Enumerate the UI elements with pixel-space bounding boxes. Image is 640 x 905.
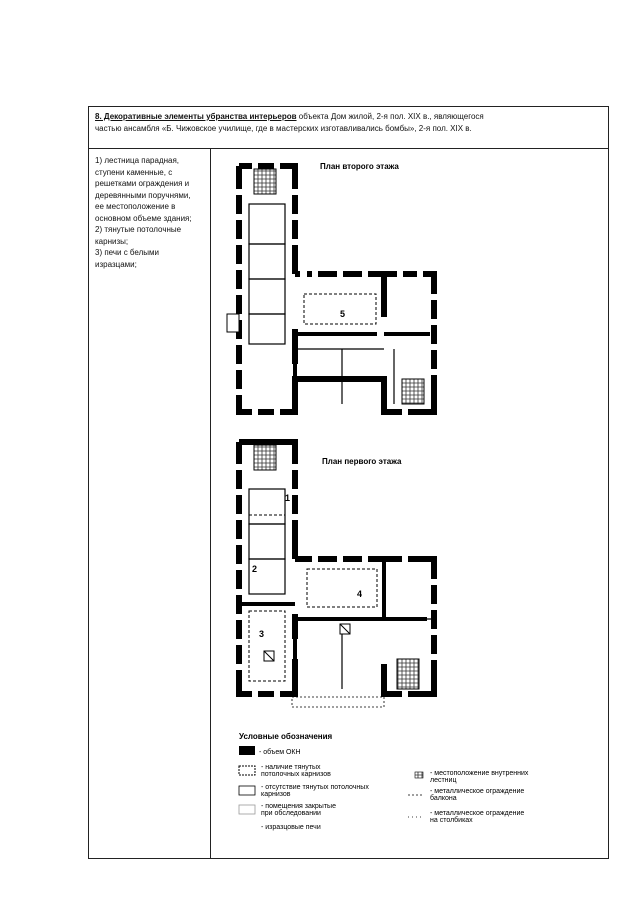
legend-title: Условные обозначения — [239, 732, 333, 741]
cornice-room — [249, 489, 285, 515]
legend — [239, 732, 529, 831]
staircase-icon — [397, 659, 419, 689]
description-line: 1) лестница парадная, — [95, 156, 180, 165]
staircase-icon — [402, 379, 424, 404]
staircase-icon — [254, 445, 276, 470]
section-subtitle-line-2: частью ансамбля «Б. Чижовское училище, где в мастерских изготавливались бомбы», 2-я пол. XIX в. — [95, 124, 472, 133]
legend-label: при обследовании — [261, 810, 321, 817]
second-floor-walls — [239, 166, 434, 412]
marker-2: 2 — [252, 564, 258, 574]
description-line: карнизы; — [95, 236, 129, 246]
legend-label: балкона — [430, 795, 457, 802]
cornice-room — [249, 611, 285, 681]
document-frame — [88, 106, 609, 859]
legend-label: - отсутствие тянутых потолочных — [261, 784, 369, 791]
document-header — [89, 107, 608, 149]
legend-swatch-cornice — [239, 766, 255, 775]
legend-label: потолочных карнизов — [261, 771, 331, 778]
description-column — [89, 149, 211, 858]
legend-label: - местоположение внутренних — [430, 770, 529, 777]
description-line: 3) печи с белыми — [95, 248, 159, 257]
marker-4: 4 — [357, 589, 363, 599]
second-floor-partitions — [249, 204, 394, 404]
legend-label: - металлическое ограждение — [430, 788, 525, 795]
legend-label: - изразцовые печи — [261, 824, 321, 831]
balcony — [227, 314, 239, 332]
second-floor-title: План второго этажа — [320, 162, 399, 171]
legend-label: - объем ОКН — [259, 749, 301, 756]
cornice-room — [307, 569, 377, 607]
floor-plans-panel — [212, 149, 608, 858]
legend-label: карнизов — [261, 791, 291, 798]
description-line: решетками ограждения и — [95, 179, 190, 188]
legend-swatch-stairs — [415, 772, 423, 778]
description-line: изразцами; — [95, 259, 137, 269]
first-floor-plan — [235, 442, 438, 707]
legend-label: лестниц — [430, 777, 457, 784]
section-title: 8. Декоративные элементы убранства интерьеров — [95, 112, 297, 121]
legend-label: на столбиках — [430, 817, 473, 824]
porch-railing — [292, 697, 384, 707]
description-list — [89, 149, 210, 276]
legend-swatch-no-cornice — [239, 786, 255, 795]
legend-label: - металлическое ограждение — [430, 810, 525, 817]
marker-1: 1 — [285, 493, 291, 503]
legend-swatch-okn — [239, 746, 255, 755]
description-line: основном объеме здания; — [95, 213, 192, 223]
section-subtitle: объекта Дом жилой, 2-я пол. XIX в., являющегося — [296, 112, 484, 121]
description-line: ступени каменные, с — [95, 167, 173, 177]
marker-3: 3 — [259, 629, 265, 639]
legend-swatch-closed — [239, 805, 255, 814]
second-floor-plan — [227, 162, 438, 416]
description-line: 2) тянутые потолочные — [95, 225, 182, 234]
legend-label: - помещения закрытые — [261, 803, 336, 810]
legend-label: - наличие тянутых — [261, 764, 321, 771]
floor-plans-drawing — [212, 149, 610, 860]
marker-5: 5 — [340, 309, 346, 319]
staircase-icon — [254, 169, 276, 194]
first-floor-title: План первого этажа — [322, 457, 402, 466]
description-line: деревянными поручнями, — [95, 190, 191, 200]
description-line: ее местоположение в — [95, 202, 176, 211]
